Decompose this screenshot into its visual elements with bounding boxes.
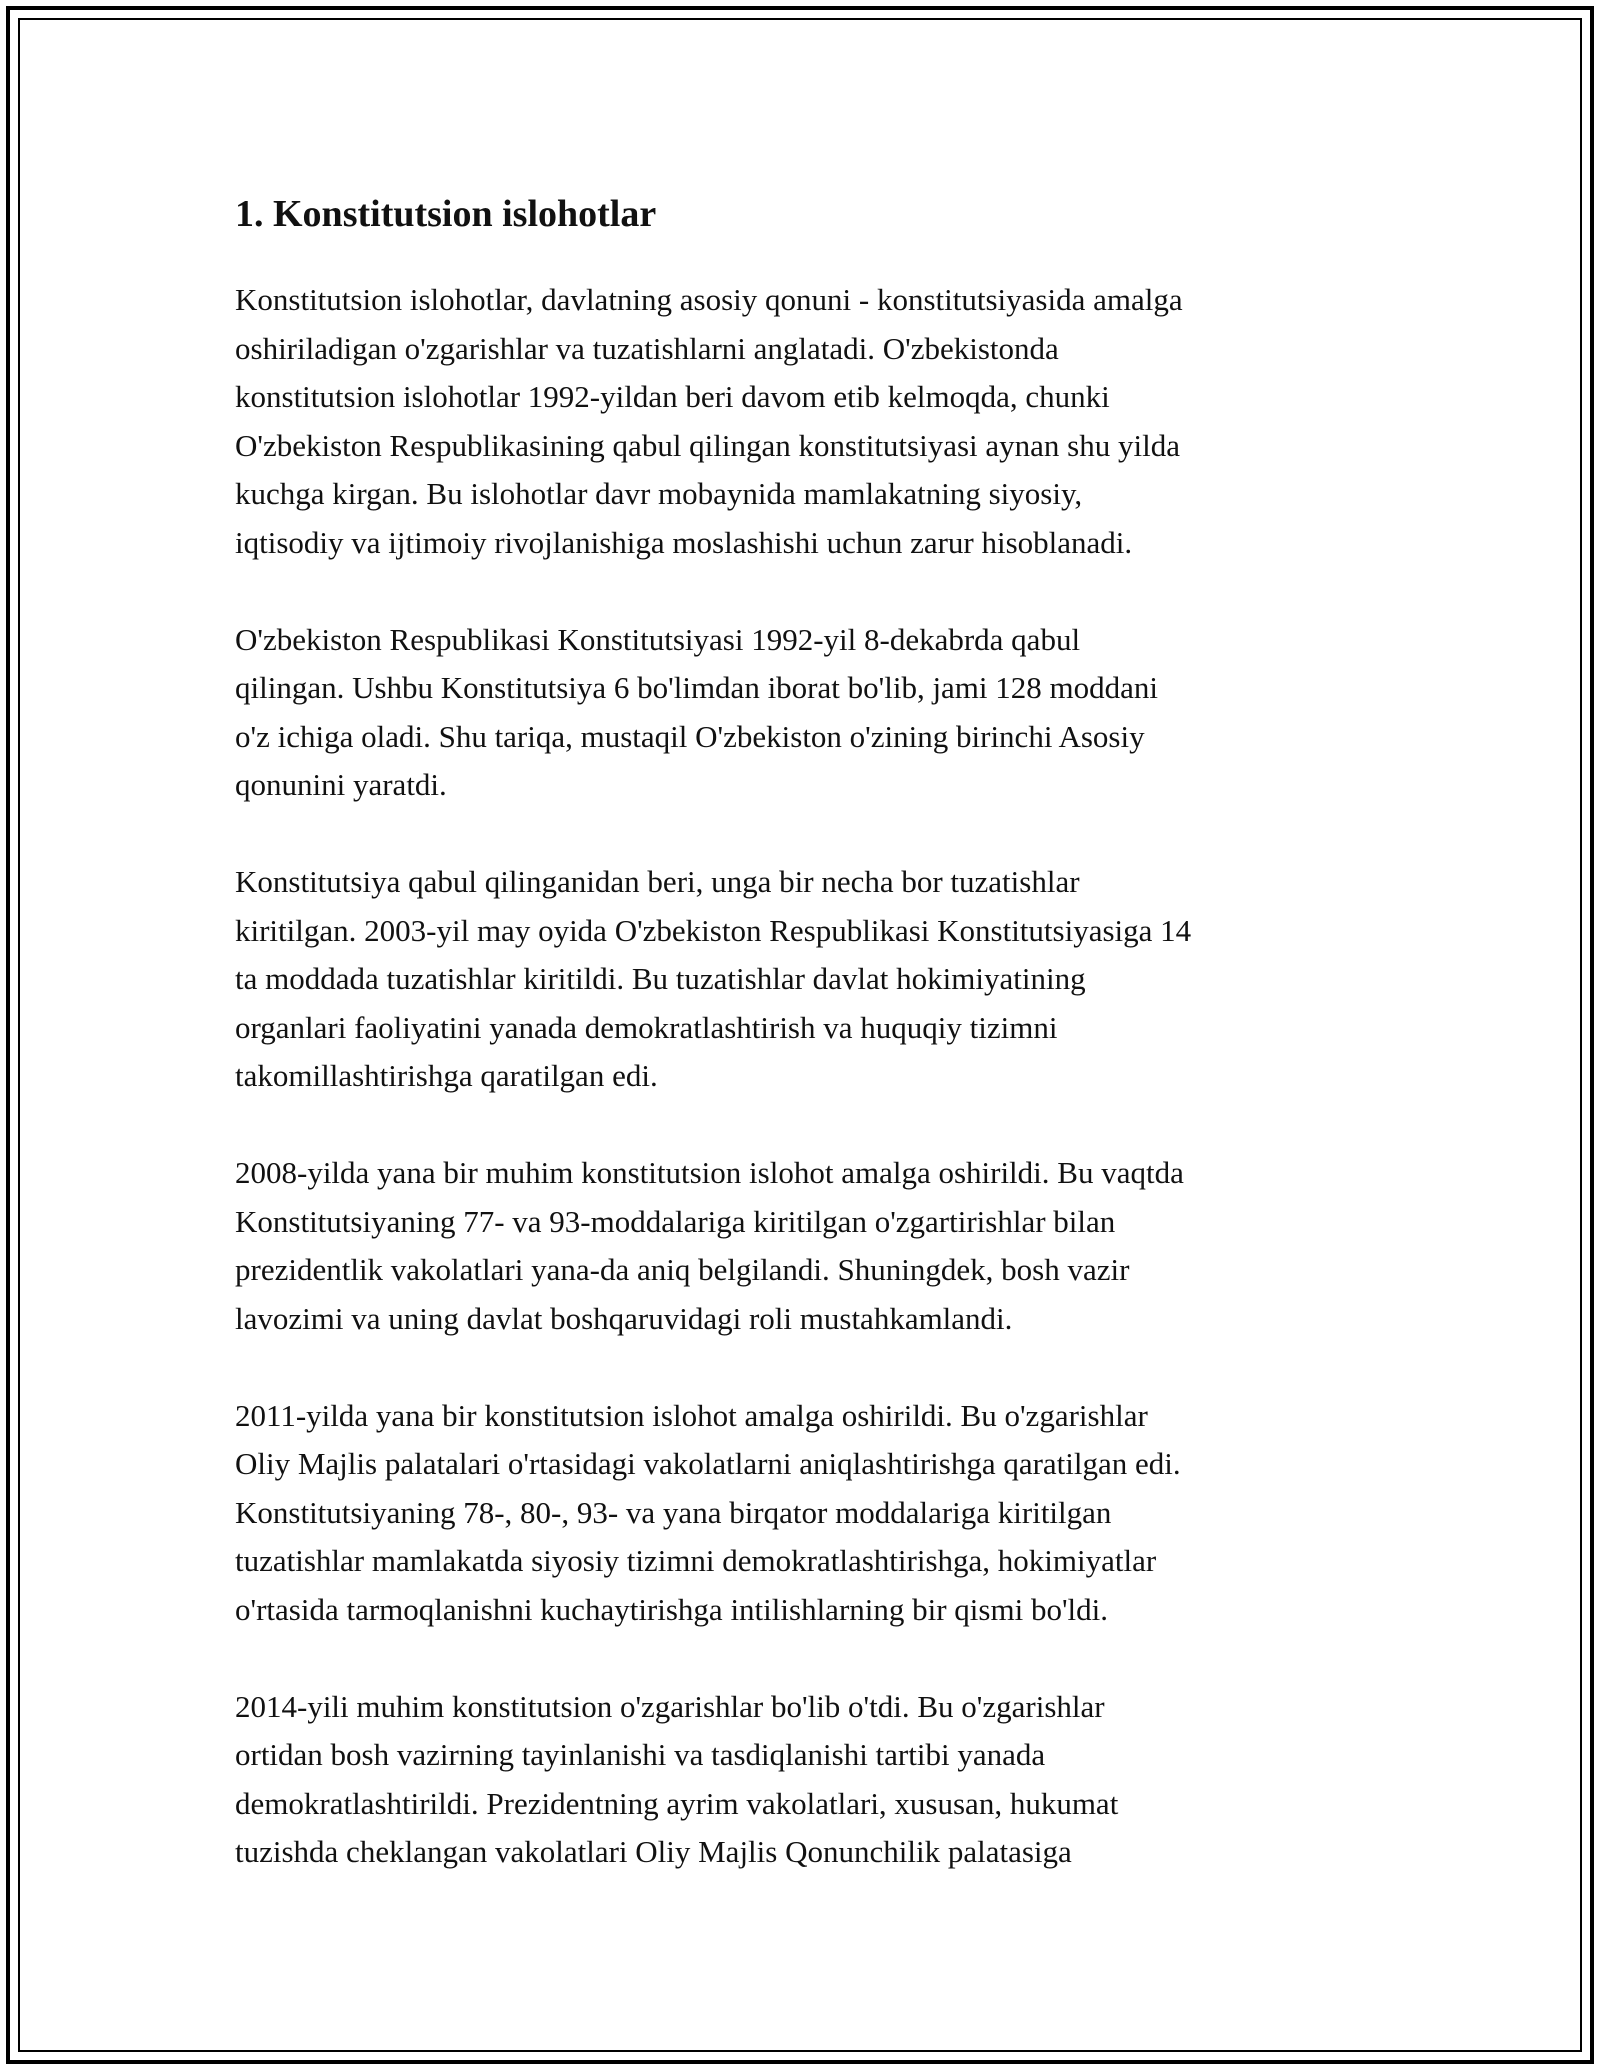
paragraph-line: 2014-yili muhim konstitutsion o'zgarishlar bo'lib o'tdi. Bu o'zgarishlar xyxy=(235,1688,1105,1724)
paragraph-line: Konstitutsion islohotlar, davlatning asosiy qonuni - konstitutsiyasida amalga xyxy=(235,282,1183,317)
paragraph-1992-adoption xyxy=(235,616,1385,810)
paragraph-line: ortidan bosh vazirning tayinlanishi va tasdiqlanishi tartibi yanada xyxy=(235,1737,1046,1772)
paragraph-line: ta moddada tuzatishlar kiritildi. Bu tuzatishlar davlat hokimiyatining xyxy=(235,961,1086,996)
paragraph-line: Oliy Majlis palatalari o'rtasidagi vakolatlarni aniqlashtirishga qaratilgan edi. xyxy=(235,1446,1181,1481)
paragraph-line: prezidentlik vakolatlari yana-da aniq belgilandi. Shuningdek, bosh vazir xyxy=(235,1252,1130,1287)
paragraph-line: takomillashtirishga qaratilgan edi. xyxy=(235,1058,658,1093)
paragraph-line: Konstitutsiyaning 77- va 93-moddalariga kiritilgan o'zgartirishlar bilan xyxy=(235,1203,1116,1239)
paragraph-line: Konstitutsiya qabul qilinganidan beri, unga bir necha bor tuzatishlar xyxy=(235,864,1080,899)
paragraph-line: lavozimi va uning davlat boshqaruvidagi roli mustahkamlandi. xyxy=(235,1300,1013,1336)
paragraph-line: tuzishda cheklangan vakolatlari Oliy Majlis Qonunchilik palatasiga xyxy=(235,1834,1072,1869)
paragraph-line: demokratlashtirildi. Prezidentning ayrim vakolatlari, xususan, hukumat xyxy=(235,1785,1119,1821)
paragraph-line: iqtisodiy va ijtimoiy rivojlanishiga moslashishi uchun zarur hisoblanadi. xyxy=(235,524,1133,560)
paragraph-line: kuchga kirgan. Bu islohotlar davr mobaynida mamlakatning siyosiy, xyxy=(235,476,1083,511)
paragraph-2014-changes xyxy=(235,1683,1385,1877)
paragraph-intro xyxy=(235,276,1385,567)
paragraph-line: o'z ichiga oladi. Shu tariqa, mustaqil O'zbekiston o'zining birinchi Asosiy xyxy=(235,718,1145,754)
paragraph-line: kiritilgan. 2003-yil may oyida O'zbekiston Respublikasi Konstitutsiyasiga 14 xyxy=(235,912,1192,948)
paragraph-line: Konstitutsiyaning 78-, 80-, 93- va yana birqator moddalariga kiritilgan xyxy=(235,1494,1112,1530)
paragraph-line: oshiriladigan o'zgarishlar va tuzatishlarni anglatadi. O'zbekistonda xyxy=(235,330,1059,366)
paragraph-line: konstitutsion islohotlar 1992-yildan beri davom etib kelmoqda, chunki xyxy=(235,379,1110,414)
paragraph-line: qonunini yaratdi. xyxy=(235,767,447,802)
paragraph-2011-reform xyxy=(235,1392,1385,1635)
paragraph-line: o'rtasida tarmoqlanishni kuchaytirishga intilishlarning bir qismi bo'ldi. xyxy=(235,1591,1109,1627)
document-body xyxy=(235,184,1385,1925)
paragraph-line: 2011-yilda yana bir konstitutsion islohot amalga oshirildi. Bu o'zgarishlar xyxy=(235,1397,1148,1433)
paragraph-line: 2008-yilda yana bir muhim konstitutsion islohot amalga oshirildi. Bu vaqtda xyxy=(235,1155,1184,1190)
paragraph-line: tuzatishlar mamlakatda siyosiy tizimni demokratlashtirishga, hokimiyatlar xyxy=(235,1543,1157,1578)
paragraph-2008-reform xyxy=(235,1149,1385,1343)
paragraph-line: organlari faoliyatini yanada demokratlashtirish va huquqiy tizimni xyxy=(235,1009,1058,1045)
paragraph-line: O'zbekiston Respublikasi Konstitutsiyasi 1992-yil 8-dekabrda qabul xyxy=(235,621,1081,657)
paragraph-line: O'zbekiston Respublikasining qabul qilingan konstitutsiyasi aynan shu yilda xyxy=(235,427,1180,463)
paragraph-line: qilingan. Ushbu Konstitutsiya 6 bo'limdan iborat bo'lib, jami 128 moddani xyxy=(235,670,1159,705)
paragraph-2003-amendments xyxy=(235,858,1385,1101)
page-title: 1. Konstitutsion islohotlar xyxy=(235,193,657,235)
